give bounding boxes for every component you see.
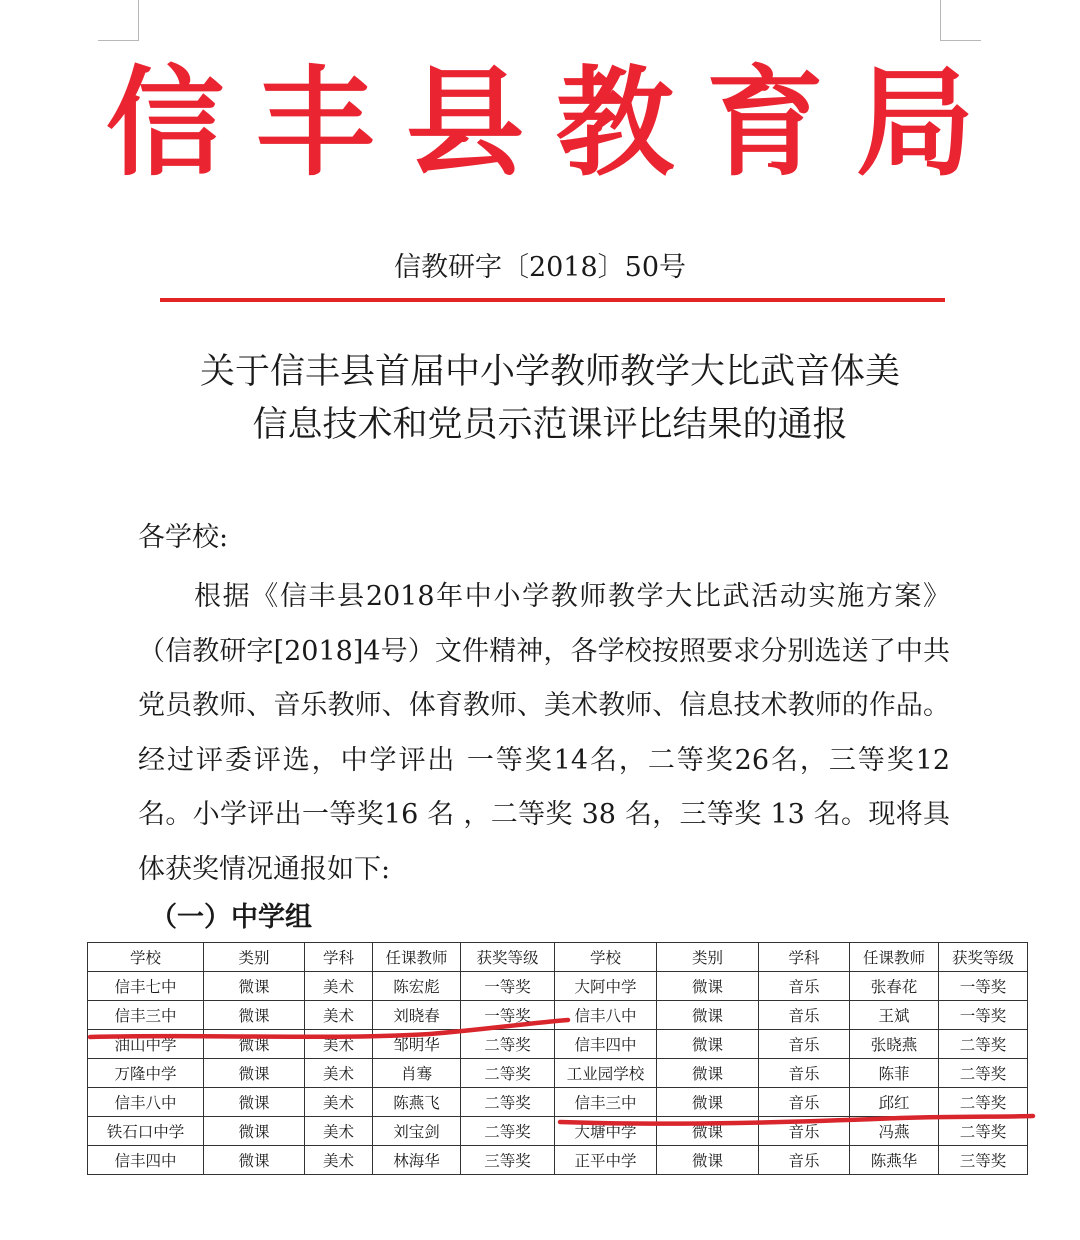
table-cell: 二等奖 [939, 1030, 1028, 1059]
section-heading-middle-school: （一）中学组 [150, 902, 312, 933]
table-cell: 二等奖 [939, 1059, 1028, 1088]
table-cell: 美术 [305, 972, 373, 1001]
award-results-table [87, 942, 1028, 1175]
table-row [88, 1001, 1028, 1030]
table-cell: 微课 [204, 1146, 305, 1175]
table-cell: 一等奖 [461, 972, 555, 1001]
table-cell: 邱红 [850, 1088, 939, 1117]
table-cell: 刘宝剑 [373, 1117, 461, 1146]
table-row [88, 1030, 1028, 1059]
table-cell: 美术 [305, 1059, 373, 1088]
table-cell: 微课 [657, 1030, 759, 1059]
salutation: 各学校: [138, 522, 229, 553]
table-cell: 信丰三中 [555, 1088, 657, 1117]
table-cell: 微课 [657, 1059, 759, 1088]
page-corner-mark-left [98, 0, 139, 41]
table-cell: 铁石口中学 [88, 1117, 204, 1146]
header-subject: 学科 [305, 943, 373, 972]
header-school: 学校 [555, 943, 657, 972]
table-cell: 大阿中学 [555, 972, 657, 1001]
table-cell: 信丰四中 [555, 1030, 657, 1059]
table-row [88, 972, 1028, 1001]
document-number: 信教研字〔2018〕50号 [393, 252, 687, 283]
table-cell: 二等奖 [461, 1117, 555, 1146]
table-cell: 微课 [204, 1001, 305, 1030]
table-cell: 二等奖 [939, 1088, 1028, 1117]
table-cell: 微课 [657, 1117, 759, 1146]
table-row [88, 1059, 1028, 1088]
table-cell: 张晓燕 [850, 1030, 939, 1059]
table-cell: 美术 [305, 1146, 373, 1175]
body-paragraph: 根据《信丰县2018年中小学教师教学大比武活动实施方案》（信教研字[2018]4号）文件精神，各学校按照要求分别选送了中共党员教师、音乐教师、体育教师、美术教师、信息技术教师的作品。经过评委评选，中学评出 一等奖14名，二等奖26名，三等奖12名。小学评出一等奖16 名 ，二等奖 38 名，三等奖 13 名。现将具体获奖情况通报如下: [138, 581, 950, 885]
table-cell: 微课 [657, 1088, 759, 1117]
table-cell: 信丰七中 [88, 972, 204, 1001]
table-cell: 二等奖 [461, 1088, 555, 1117]
table-cell: 刘晓春 [373, 1001, 461, 1030]
header-award-level: 获奖等级 [461, 943, 555, 972]
table-cell: 陈宏彪 [373, 972, 461, 1001]
table-cell: 三等奖 [939, 1146, 1028, 1175]
table-cell: 一等奖 [939, 972, 1028, 1001]
letterhead-red-rule [160, 298, 945, 302]
table-cell: 二等奖 [461, 1030, 555, 1059]
table-cell: 音乐 [759, 1059, 850, 1088]
notice-title-line-1: 关于信丰县首届中小学教师教学大比武音体美 [199, 352, 900, 392]
table-cell: 信丰四中 [88, 1146, 204, 1175]
table-cell: 微课 [204, 1030, 305, 1059]
header-category: 类别 [204, 943, 305, 972]
agency-letterhead: 信丰县教育局 [105, 54, 1006, 192]
table-cell: 音乐 [759, 1001, 850, 1030]
table-cell: 邹明华 [373, 1030, 461, 1059]
table-cell: 二等奖 [939, 1117, 1028, 1146]
table-row [88, 1146, 1028, 1175]
table-cell: 微课 [204, 972, 305, 1001]
table-cell: 微课 [657, 1001, 759, 1030]
table-cell: 音乐 [759, 1088, 850, 1117]
table-cell: 美术 [305, 1030, 373, 1059]
table-cell: 陈燕华 [850, 1146, 939, 1175]
table-cell: 油山中学 [88, 1030, 204, 1059]
table-cell: 冯燕 [850, 1117, 939, 1146]
table-cell: 正平中学 [555, 1146, 657, 1175]
table-cell: 音乐 [759, 1146, 850, 1175]
table-cell: 音乐 [759, 972, 850, 1001]
table-cell: 陈菲 [850, 1059, 939, 1088]
table-cell: 信丰八中 [88, 1088, 204, 1117]
table-cell: 微课 [204, 1117, 305, 1146]
table-cell: 信丰八中 [555, 1001, 657, 1030]
table-cell: 万隆中学 [88, 1059, 204, 1088]
header-teacher: 任课教师 [373, 943, 461, 972]
table-cell: 大塘中学 [555, 1117, 657, 1146]
table-header-row [88, 943, 1028, 972]
table-cell: 林海华 [373, 1146, 461, 1175]
table-cell: 美术 [305, 1001, 373, 1030]
table-cell: 音乐 [759, 1117, 850, 1146]
table-row [88, 1088, 1028, 1117]
table-cell: 张春花 [850, 972, 939, 1001]
header-subject: 学科 [759, 943, 850, 972]
table-cell: 工业园学校 [555, 1059, 657, 1088]
notice-title [0, 346, 1080, 452]
header-school: 学校 [88, 943, 204, 972]
notice-title-line-2: 信息技术和党员示范课评比结果的通报 [252, 405, 848, 445]
table-cell: 音乐 [759, 1030, 850, 1059]
table-cell: 二等奖 [461, 1059, 555, 1088]
table-cell: 微课 [204, 1088, 305, 1117]
table-cell: 王斌 [850, 1001, 939, 1030]
table-cell: 微课 [657, 972, 759, 1001]
header-category: 类别 [657, 943, 759, 972]
table-cell: 一等奖 [461, 1001, 555, 1030]
table-cell: 三等奖 [461, 1146, 555, 1175]
table-cell: 信丰三中 [88, 1001, 204, 1030]
page-corner-mark-right [940, 0, 981, 41]
header-teacher: 任课教师 [850, 943, 939, 972]
table-cell: 美术 [305, 1117, 373, 1146]
table-cell: 一等奖 [939, 1001, 1028, 1030]
table-cell: 微课 [204, 1059, 305, 1088]
header-award-level: 获奖等级 [939, 943, 1028, 972]
table-cell: 微课 [657, 1146, 759, 1175]
table-cell: 美术 [305, 1088, 373, 1117]
table-cell: 肖骞 [373, 1059, 461, 1088]
table-cell: 陈燕飞 [373, 1088, 461, 1117]
table-row [88, 1117, 1028, 1146]
